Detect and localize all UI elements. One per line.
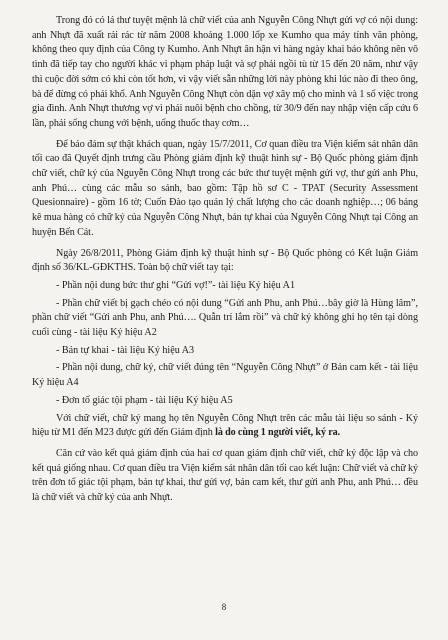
list-item-a5: - Đơn tố giác tội phạm - tài liệu Ký hiệu A5	[56, 394, 233, 406]
list-item-a3: - Bản tự khai - tài liệu Ký hiệu A3	[56, 344, 195, 356]
paragraph-comparison-result	[32, 412, 418, 441]
comparison-text: Với chữ viết, chữ ký mang họ tên Nguyễn Công Nhựt trên các mẫu tài liệu so sánh - Ký hiệu từ M1 đến M23 được gửi đến Giám định	[32, 412, 418, 439]
paragraph-conclusion-intro: Ngày 26/8/2011, Phòng Giám định kỹ thuật hình sự - Bộ Quốc phòng có Kết luận Giám định số 36/KL-GĐKTHS. Toàn bộ chữ viết tay tại:	[32, 247, 418, 274]
paragraph-investigation-request: Để bảo đảm sự thật khách quan, ngày 15/7/2011, Cơ quan điều tra Viện kiểm sát nhân dân tối cao đã Quyết định trưng cầu Phòng giám định kỹ thuật hình sự - Bộ Quốc phòng giám định chữ viết, chữ ký của Nguyễn Công Nhựt trong các bức thư tuyệt mệnh gửi vợ, thư gửi anh Phu, anh Phú… cùng các mẫu so sánh, bao gồm: Tập hồ sơ C - TPAT (Security Assessment Quesionnaire) - gồm 16 tờ; Cuốn Đào tạo quản lý chất lượng cho các doanh nghiệp…; 06 bảng kê mua hàng có chữ ký của Nguyễn Công Nhựt, bản tự khai của Nguyễn Công Nhựt tại Công an huyện Bến Cát.	[32, 138, 418, 238]
list-item-a2: - Phần chữ viết bị gạch chéo có nội dung “Gửi anh Phu, anh Phú…bây giờ là Hùng lâm”, phần chữ viết “Gửi anh Phu, anh Phú…. Quẫn trí lắm rồi” và chữ ký không ghi họ tên tại dòng cuối cùng - tài liệu Ký hiệu A2	[32, 297, 418, 339]
list-item-a4: - Phần nội dung, chữ ký, chữ viết đúng tên “Nguyễn Công Nhựt” ở Bản cam kết - tài liệu Ký hiệu A4	[32, 362, 418, 389]
paragraph-suicide-letter: Trong đó có lá thư tuyệt mệnh là chữ viết của anh Nguyễn Công Nhựt gửi vợ có nội dung: anh Nhựt đã xuất rải rác từ năm 2008 khoảng 1.000 lốp xe Kumho qua máy tính văn phòng, không theo quy định của Công ty Kumho. Anh Nhựt ân hận vì hàng ngày khai báo không nên vô tình đã tiếp tay cho người khác vi phạm pháp luật và sợ phải ngồi tù từ 15 đến 20 năm, như vậy thì cuộc đời sớm có khi còn tốt hơn, vì vậy viết sẵn những lời này phòng khi lúc nào đi theo ông, bà để đừng có phải khổ. Anh Nguyễn Công Nhựt còn dặn vợ xây mộ cho mình và 1 số việc trong gia đình. Anh Nhựt thương vợ vì phải nuôi bệnh cho chồng, từ 30/9 đến nay nhập viện cấp cứu 6 lần, phải sống chung với bệnh, uống thuốc thay cơm…	[32, 15, 418, 129]
comparison-conclusion-bold: là do cùng 1 người viết, ký ra.	[215, 427, 341, 439]
paragraph-final-conclusion: Căn cứ vào kết quả giám định của hai cơ quan giám định chữ viết, chữ ký độc lập và cho kết quả giống nhau. Cơ quan điều tra Viện kiểm sát nhân dân tối cao kết luận: Chữ viết và chữ ký trên đơn tố giác tội phạm, bản tự khai, thư gửi vợ, bản cam kết, thư gửi anh Phu, anh Phú… đều là chữ viết và chữ ký của anh Nhựt.	[32, 447, 418, 504]
page-number: 8	[221, 602, 227, 612]
list-item-a1: - Phần nội dung bức thư ghi “Gửi vợ!”- tài liệu Ký hiệu A1	[56, 279, 296, 291]
